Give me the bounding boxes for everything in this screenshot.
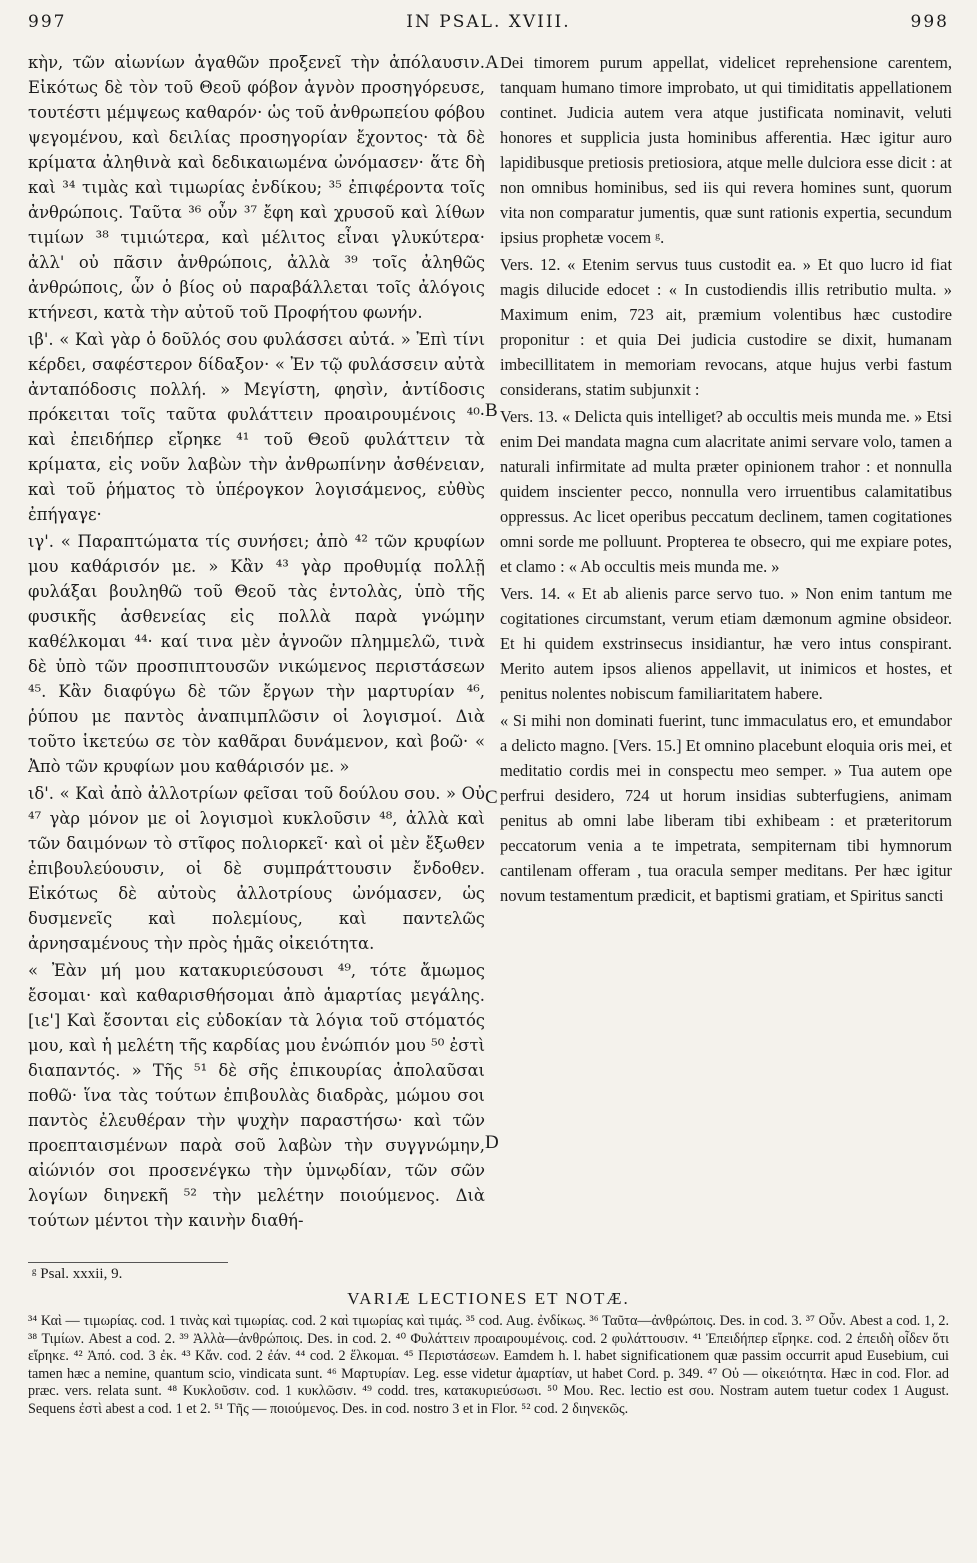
- latin-paragraph: Dei timorem purum appellat, videlicet reprehensione carentem, tanquam humano timore improbato, ut qui timiditatis appellationem continet. Judicia autem vera atque justificata nominavit, veluti honores et supplicia justa hominibus afferentia. Hæc igitur auro lapidibusque pretiosis pretiosiora, atque melle dulciora esse dicit : at non omnibus hominibus, sed iis qui revera homines sunt, quorum vita non comparatur jumentis, quæ sunt rationis expertia, secundum ipsius prophetæ vocem ᵍ.: [500, 53, 952, 247]
- variant-readings-notes: [28, 1313, 949, 1419]
- column-number-left: 997: [28, 12, 67, 32]
- greek-column: [28, 50, 485, 1260]
- page-header: [28, 8, 949, 48]
- greek-paragraph: ιγ'. « Παραπτώματα τίς συνήσει; ἀπὸ ⁴² τῶν κρυφίων μου καθάρισόν με. » Κἂν ⁴³ γὰρ προθυμίᾳ πολλῇ φυλάξαι βουληθῶ τοῦ Θεοῦ τὰς ἐντολὰς, ὑπὸ τῆς φυσικῆς ἀσθενείας εἰς πολλὰ παρὰ γνώμην καθέλκομαι ⁴⁴· καί τινα μὲν ἀγνοῶν πλημμελῶ, τινὰ δὲ ὑπὸ τῶν προσπιπτουσῶν νικώμενος περιστάσεων ⁴⁵. Κἂν διαφύγω δὲ τῶν ἔργων τὴν μαρτυρίαν ⁴⁶, ῥύπου με παντὸς ἀναπιμπλῶσιν οἱ λογισμοί. Διὰ τοῦτο ἱκετεύω σε τὸν καθᾶραι δυνάμενον, καὶ βοῶ· « Ἀπὸ τῶν κρυφίων μου καθάρισόν με. »: [28, 532, 485, 776]
- greek-footnote: ᵍ Psal. xxxii, 9.: [32, 1266, 123, 1282]
- margin-marker-a: A: [485, 52, 499, 73]
- greek-paragraph: ιδ'. « Καὶ ἀπὸ ἀλλοτρίων φεῖσαι τοῦ δούλου σου. » Οὐ ⁴⁷ γὰρ μόνον με οἱ λογισμοὶ κυκλοῦσιν ⁴⁸, ἀλλὰ καὶ τῶν δαιμόνων τὸ στῖφος πολιορκεῖ· καὶ οἱ μὲν ἔξωθεν ἐπιβουλεύουσιν, οἱ δὲ συμπράττουσιν ἔνδοθεν. Εἰκότως δὲ αὐτοὺς ἀλλοτρίους ὠνόμασεν, ὡς δυσμενεῖς καὶ πολεμίους, καὶ παντελῶς ἀρνησαμένους τὴν πρὸς ἡμᾶς οἰκειότητα.: [28, 784, 485, 953]
- margin-marker-d: D: [485, 1132, 499, 1153]
- margin-marker-b: B: [485, 400, 498, 421]
- greek-paragraph: ιβ'. « Καὶ γὰρ ὁ δοῦλός σου φυλάσσει αὐτά. » Ἐπὶ τίνι κέρδει, σαφέστερον δίδαξον· « Ἐν τῷ φυλάσσειν αὐτὰ ἀνταπόδοσις πολλή. » Μεγίστη, φησὶν, ἀντίδοσις πρόκειται τοῖς ταῦτα φυλάττειν προαιρουμένοις ⁴⁰· καὶ ἐπειδήπερ εἴρηκε ⁴¹ τοῦ Θεοῦ φυλάττειν τὰ κρίματα, εἰς νοῦν λαβὼν τὴν ἀνθρωπίνην ἀσθένειαν, καὶ τοῦ ῥήματος τὸ ὑπέρογκον λογισάμενος, εὐθὺς ἐπήγαγε·: [28, 330, 485, 524]
- notes-text: ³⁴ Καὶ — τιμωρίας. cod. 1 τινὰς καὶ τιμωρίας. cod. 2 καὶ τιμωρίας καὶ τιμάς. ³⁵ cod. Aug. ἐνδίκως. ³⁶ Ταῦτα—ἀνθρώποις. Des. in cod. 3. ³⁷ Οὖν. Abest a cod. 1, 2. ³⁸ Τιμίων. Abest a cod. 2. ³⁹ Ἀλλὰ—ἀνθρώποις. Des. in cod. 2. ⁴⁰ Φυλάττειν προαιρουμένοις. cod. 2 φυλάττουσιν. ⁴¹ Ἐπειδήπερ εἴρηκε. cod. 2 ἐπειδὴ οἶδεν ὅτι εἴρηκε. ⁴² Ἀπό. cod. 3 ἐκ. ⁴³ Κἄν. cod. 2 ἐάν. ⁴⁴ cod. 2 ἕλκομαι. ⁴⁵ Περιστάσεων. Eamdem h. l. habet significationem quæ passim occurrit apud Eusebium, cui tamen hæc a nemine, quantum scio, vindicata sunt. ⁴⁶ Μαρτυρίαν. Leg. esse videtur ἁμαρτίαν, ut habet Cord. p. 349. ⁴⁷ Οὐ — οἰκειότητα. Hæc in cod. Flor. ad præc. vers. relata sunt. ⁴⁸ Κυκλοῦσιν. cod. 1 κυκλῶσιν. ⁴⁹ codd. tres, κατακυριεύσωσι. ⁵⁰ Μου. Rec. lectio est σου. Nostram autem tuetur codex 1 August. Sequens ἐστὶ abest a cod. 1 et 2. ⁵¹ Τῆς — ποιούμενος. Des. in cod. nostro 3 et in Flor. ⁵² cod. 2 διηνεκῶς.: [28, 1313, 949, 1417]
- margin-marker-c: C: [485, 787, 498, 808]
- notes-title: VARIÆ LECTIONES ET NOTÆ.: [347, 1289, 630, 1308]
- latin-paragraph: Vers. 14. « Et ab alienis parce servo tuo. » Non enim tantum me cogitationes circumstant, verum etiam dæmonum agmine obsideor. Et hi quidem exstrinsecus insidiantur, hæ vero intus conspirant. Merito autem ipsos alienos appellavit, ut inimicos et hostes, et penitus nolentes nobiscum familiaritatem habere.: [500, 584, 952, 703]
- latin-paragraph: « Si mihi non dominati fuerint, tunc immaculatus ero, et emundabor a delicto magno. [Vers. 15.] Et omnino placebunt eloquia oris mei, et meditatio cordis mei in conspectu meo semper. » Tua autem ope perfrui desidero, 724 ut horum insidias subterfugiens, animam penitus ab omni labe liberam tibi exhibeam : et præteritorum peccatorum venia a te impetrata, sempiternam tibi hymnorum cantilenam offeram , tua oracula semper meditans. Per hæc igitur novum testamentum prædicit, et baptismi gratiam, et Spiritus sancti: [500, 711, 952, 905]
- column-number-right: 998: [910, 12, 949, 32]
- running-title: IN PSAL. XVIII.: [406, 12, 571, 32]
- greek-paragraph: « Ἐὰν μή μου κατακυριεύσουσι ⁴⁹, τότε ἄμωμος ἔσομαι· καὶ καθαρισθήσομαι ἀπὸ ἁμαρτίας μεγάλης. [ιε'] Καὶ ἔσονται εἰς εὐδοκίαν τὰ λόγια τοῦ στόματός μου, καὶ ἡ μελέτη τῆς καρδίας μου ἐνώπιόν μου ⁵⁰ ἐστὶ διαπαντός. » Τῆς ⁵¹ δὲ σῆς ἐπικουρίας ἀπολαῦσαι ποθῶ· ἵνα τὰς τούτων ἐπιβουλὰς διαδρὰς, μώμου σοι παντὸς ἐλευθέραν τὴν ψυχὴν παραστήσω· καὶ τῶν προεπταισμένων παρὰ σοῦ λαβὼν τὴν συγγνώμην, αἰώνιόν σοι προσενέγκω τὴν ὑμνῳδίαν, τῶν σῶν λογίων διηνεκῆ ⁵² τὴν μελέτην ποιούμενος. Διὰ τούτων μέντοι τὴν καινὴν διαθή-: [28, 961, 485, 1230]
- latin-paragraph: Vers. 13. « Delicta quis intelliget? ab occultis meis munda me. » Etsi enim Dei mandata magna cum alacritate animi servare volo, tamen a naturali infirmitate ad multa præter opinionem trahor : et nonnulla quidem inscienter pecco, nonnulla vero irruentibus calamitatibus oppressus. Ac licet operibus peccatum declinem, tamen cogitationes omni sorde me polluunt. Propterea te obsecro, qui me expiare potes, et clamo : « Ab occultis meis munda me. »: [500, 407, 952, 576]
- latin-column: [500, 50, 952, 1280]
- latin-paragraph: Vers. 12. « Etenim servus tuus custodit ea. » Et quo lucro id fiat magis dilucide edocet : « In custodiendis illis retributio multa. » Maximum enim, 723 ait, præmium volentibus hæc custodire proponitur : et quia Dei judicia custodire se dixit, humanam imbecillitatem in memoriam revocans, atque hujus verbi fastum considerans, statim subjunxit :: [500, 255, 952, 399]
- footnote-rule: [28, 1262, 228, 1263]
- greek-paragraph: κὴν, τῶν αἰωνίων ἀγαθῶν προξενεῖ τὴν ἀπόλαυσιν. Εἰκότως δὲ τὸν τοῦ Θεοῦ φόβον ἁγνὸν προσηγόρευσε, τουτέστι μέμψεως καθαρόν· ὡς τοῦ ἀνθρωπείου φόβου ψεγομένου, καὶ δειλίας προσηγορίαν ἔχοντος· τὰ δὲ κρίματα ἀληθινὰ καὶ δεδικαιωμένα ὠνόμασεν· ἅτε δὴ καὶ ³⁴ τιμὰς καὶ τιμωρίας ἐνδίκου; ³⁵ ἐπιφέροντα τοῖς ἀνθρώποις. Ταῦτα ³⁶ οὖν ³⁷ ἔφη καὶ χρυσοῦ καὶ λίθων τιμίων ³⁸ τιμιώτερα, καὶ μέλιτος εἶναι γλυκύτερα· ἀλλ' οὐ πᾶσιν ἀνθρώποις, ἀλλὰ ³⁹ τοῖς ἀληθῶς ἀνθρώποις, ὧν ὁ βίος οὐ παραβάλλεται τοῖς ἀλόγοις κτήνεσι, κατὰ τὴν αὐτοῦ τοῦ Προφήτου φωνήν.: [28, 53, 485, 322]
